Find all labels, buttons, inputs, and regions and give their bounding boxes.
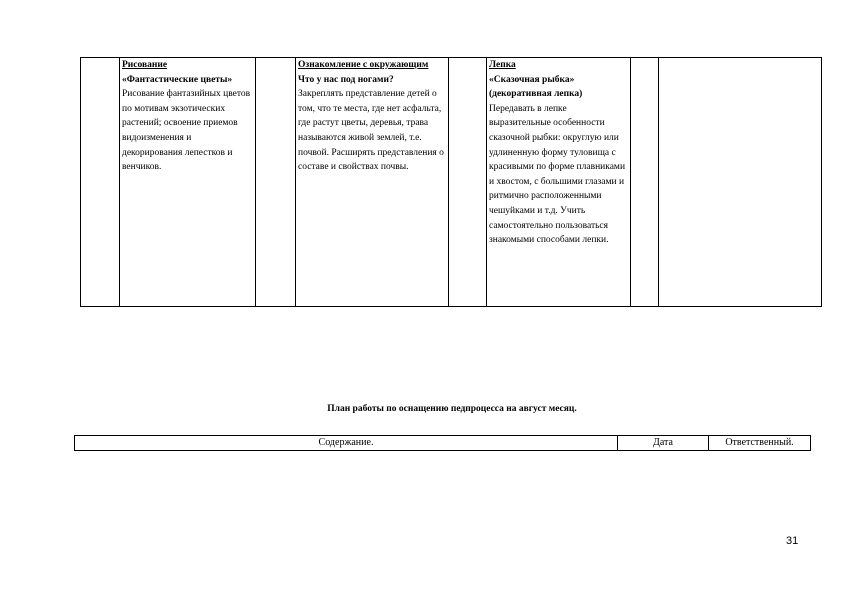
equipment-plan-table	[74, 435, 811, 451]
page-number: 31	[786, 535, 799, 547]
empty-cell	[659, 58, 822, 307]
activity-title: «Фантастические цветы»	[122, 74, 233, 85]
activity-category: Рисование	[122, 60, 168, 70]
activity-title: «Сказочная рыбка»	[489, 74, 575, 85]
section-title: План работы по оснащению педпроцесса на август месяц.	[327, 404, 577, 414]
activity-category: Лепка	[489, 60, 516, 70]
plan-table	[80, 57, 822, 307]
column-header-responsible: Ответственный.	[709, 436, 811, 451]
activity-title: Что у нас под ногами?	[298, 74, 394, 85]
activity-description: Передавать в лепке выразительные особенности сказочной рыбки: округлую или удлиненную форму туловища с красивыми по форме плавниками и хвостом, с большими глазами и ритмично расположенными чешуйками и т.д. Учить самостоятельно пользоваться знакомыми способами лепки.	[489, 103, 626, 246]
activity-cell-drawing	[120, 58, 256, 307]
activity-cell-environment	[296, 58, 449, 307]
empty-cell	[449, 58, 487, 307]
table-header-row	[75, 436, 811, 451]
empty-cell	[256, 58, 296, 307]
empty-cell	[81, 58, 120, 307]
empty-cell	[631, 58, 659, 307]
activity-cell-modeling	[487, 58, 631, 307]
column-header-date: Дата	[618, 436, 709, 451]
activity-description: Закреплять представление детей о том, что те места, где нет асфальта, где растут цветы, деревья, трава называются живой землей, т.е. почвой. Расширять представления о составе и свойствах почвы.	[298, 89, 444, 173]
column-header-content: Содержание.	[75, 436, 618, 451]
activity-subtitle: (декоративная лепка)	[489, 89, 583, 100]
activity-category: Ознакомление с окружающим	[298, 60, 429, 70]
activity-description: Рисование фантазийных цветов по мотивам экзотических растений; освоение приемов видоизменения и декорирования лепестков и венчиков.	[122, 89, 251, 173]
table-row	[81, 58, 822, 307]
